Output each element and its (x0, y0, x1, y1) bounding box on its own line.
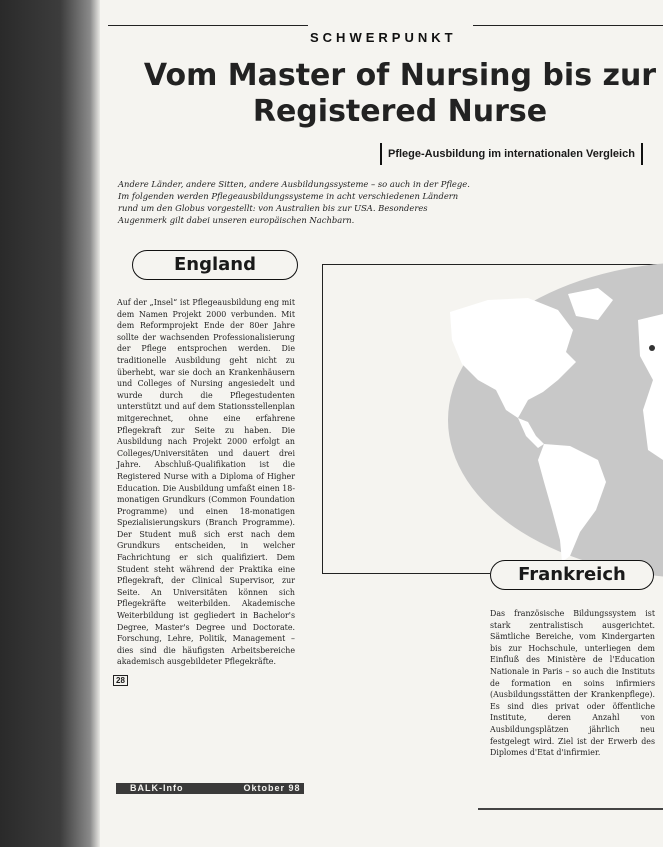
article-lead: Andere Länder, andere Sitten, andere Ausbildungssysteme – so auch in der Pflege. Im folgenden werden Pflegeausbildungssysteme in acht verschiedenen Ländern rund um den Globus vorgestellt: von Australien bis zur USA. Besonderes Augenmerk gilt dabei unseren europäischen Nachbarn. (118, 179, 470, 225)
title-line-1: Vom Master of Nursing bis zur (143, 58, 657, 93)
frankreich-body-text: Das französische Bildungssystem ist stark zentralistisch ausgerichtet. Sämtliche Bereiche, vom Kindergarten bis zur Hochschule, unterliegen dem Einfluß des Ministère de l'Education Nationale in Paris – so auch die Instituts de formation en soins infirmiers (Ausbildungsstätten der Krankenpflege). Es sind dies privat oder öffentliche Institute, deren Anzahl von Ausbildungsplätzen jährlich neu festgelegt wird. Ziel ist der Erwerb des Diplomes d'Etat d'infirmier. (490, 609, 655, 758)
world-map-illustration (448, 260, 663, 578)
map-europe-marker (649, 345, 655, 351)
footer-rule-right (478, 808, 663, 810)
header-rule-right (473, 25, 663, 26)
article-subtitle: Pflege-Ausbildung im internationalen Vergleich (380, 143, 643, 165)
footer-bar (116, 783, 304, 794)
title-line-2: Registered Nurse (252, 94, 548, 129)
scan-binding-shadow (0, 0, 100, 847)
map-frame-left-line (322, 264, 323, 574)
heading-england: England (132, 250, 298, 280)
england-body-text: Auf der „Insel“ ist Pflegeausbildung eng mit dem Namen Projekt 2000 verbunden. Mit dem Reformprojekt Ende der 80er Jahre sollte der wachsenden Professionalisierung der Pflege entsprochen werden. Die traditionelle Ausbildung geht nicht zu überhebt, war sie doch an Krankenhäusern und Colleges of Nursing angesiedelt und wurde durch die Pflegestudenten unterstützt und auf dem Stationsstellenplan mitgerechnet, ohne eine erfahrene Pflegekraft zur Seite zu haben. Die Ausbildung nach Projekt 2000 erfolgt an Colleges/Universitäten und dauert drei Jahre. Abschluß-Qualifikation ist die Registered Nurse with a Diploma of Higher Education. Die Ausbildung umfaßt einen 18-monatigen Grundkurs (Common Foundation Programme) und einen 18-monatigen Spezialisierungskurs (Branch Programme). Der Student muß sich erst nach dem Grundkurs entscheiden, in welcher Fachrichtung er sich qualifiziert. Dem Student steht während der Praktika eine Pflegekraft, der Clinical Supervisor, zur Seite. An Universitäten können sich Pflegekräfte weiterbilden. Akademische Weiterbildung ist gegliedert in Bachelor's Degree, Master's Degree und Doctorate. Forschung, Lehre, Politik, Management – dies sind die häufigsten Arbeitsbereiche akademisch ausgebildeter Pflegekräfte. (117, 298, 295, 667)
heading-frankreich: Frankreich (490, 560, 654, 590)
footer-issue: Oktober 98 (243, 783, 301, 793)
article-title (140, 58, 660, 130)
page-number: 28 (113, 675, 128, 686)
header-rule-left (108, 25, 308, 26)
footer-publication: BALK-Info (130, 783, 184, 793)
section-kicker: SCHWERPUNKT (310, 30, 457, 45)
